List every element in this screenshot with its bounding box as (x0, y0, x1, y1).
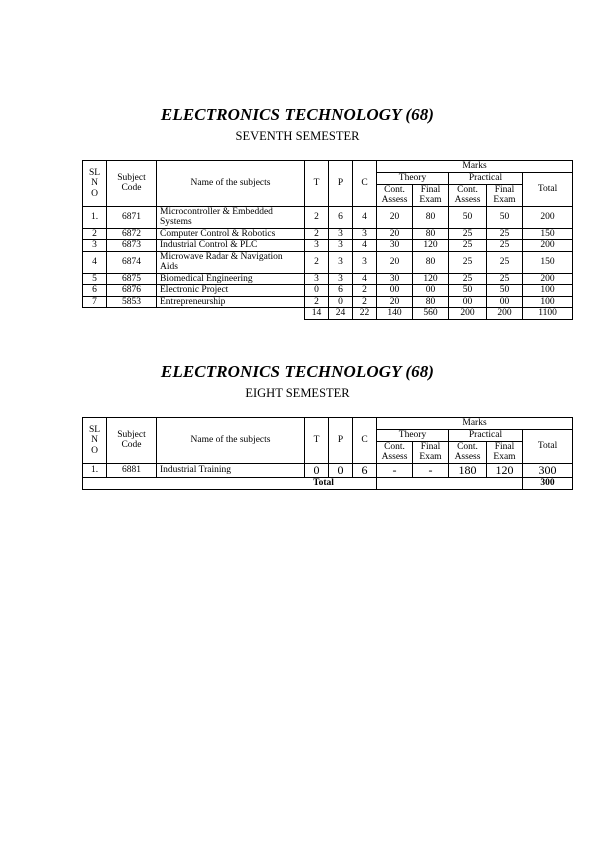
total-practical-final: 200 (487, 308, 523, 320)
row-practical-cont: 00 (449, 296, 487, 308)
total-t: 14 (305, 308, 329, 320)
header-practical-final: Final Exam (487, 184, 523, 206)
total-theory-cont: 140 (377, 308, 413, 320)
total-label: Total (83, 477, 377, 489)
header-subject-code: Subject Code (107, 161, 157, 207)
totals-blank (83, 308, 305, 320)
row-subject-name: Biomedical Engineering (157, 273, 305, 285)
header-t: T (305, 418, 329, 464)
row-practical-final: 25 (487, 251, 523, 273)
header-subject-name: Name of the subjects (157, 418, 305, 464)
row-c: 4 (353, 206, 377, 228)
row-p: 3 (329, 251, 353, 273)
row-t: 2 (305, 206, 329, 228)
row-total: 100 (523, 285, 573, 297)
row-p: 6 (329, 206, 353, 228)
row-practical-cont: 25 (449, 273, 487, 285)
row-code: 5853 (107, 296, 157, 308)
row-t: 3 (305, 240, 329, 252)
seventh-semester-table (82, 160, 573, 320)
header-total: Total (523, 430, 573, 464)
row-theory-cont: 30 (377, 273, 413, 285)
row-theory-final: 80 (413, 228, 449, 240)
row-code: 6874 (107, 251, 157, 273)
total-theory-final: 560 (413, 308, 449, 320)
row-p: 6 (329, 285, 353, 297)
row-slno: 4 (83, 251, 107, 273)
row-theory-cont: 20 (377, 228, 413, 240)
header-practical-final: Final Exam (487, 441, 523, 463)
row-theory-final: 120 (413, 273, 449, 285)
total-c: 22 (353, 308, 377, 320)
row-subject-name: Entrepreneurship (157, 296, 305, 308)
header-t: T (305, 161, 329, 207)
row-slno: 7 (83, 296, 107, 308)
row-practical-cont: 25 (449, 240, 487, 252)
header-p: P (329, 418, 353, 464)
row-theory-final: 00 (413, 285, 449, 297)
row-t: 2 (305, 228, 329, 240)
row-subject-name: Electronic Project (157, 285, 305, 297)
row-theory-cont: 20 (377, 296, 413, 308)
header-theory: Theory (377, 430, 449, 442)
row-p: 0 (329, 296, 353, 308)
row-slno: 2 (83, 228, 107, 240)
table-row (83, 463, 573, 477)
row-p: 3 (329, 228, 353, 240)
header-theory-cont: Cont. Assess (377, 441, 413, 463)
row-slno: 6 (83, 285, 107, 297)
total-grand: 300 (523, 477, 573, 489)
row-practical-cont: 50 (449, 285, 487, 297)
row-subject-name: Microcontroller & Embedded Systems (157, 206, 305, 228)
header-practical-cont: Cont. Assess (449, 441, 487, 463)
row-p: 3 (329, 273, 353, 285)
row-total: 200 (523, 206, 573, 228)
row-p: 0 (329, 463, 353, 477)
row-theory-final: 80 (413, 296, 449, 308)
row-subject-name: Computer Control & Robotics (157, 228, 305, 240)
row-theory-cont: - (377, 463, 413, 477)
header-total: Total (523, 173, 573, 207)
row-practical-cont: 50 (449, 206, 487, 228)
header-practical: Practical (449, 430, 523, 442)
header-theory-final: Final Exam (413, 184, 449, 206)
row-slno: 1. (83, 463, 107, 477)
row-total: 300 (523, 463, 573, 477)
header-theory: Theory (377, 173, 449, 185)
total-grand: 1100 (523, 308, 573, 320)
row-practical-final: 120 (487, 463, 523, 477)
table-row (83, 285, 573, 297)
table-row (83, 251, 573, 273)
header-practical: Practical (449, 173, 523, 185)
row-theory-cont: 30 (377, 240, 413, 252)
row-slno: 1. (83, 206, 107, 228)
row-c: 2 (353, 285, 377, 297)
row-practical-final: 00 (487, 296, 523, 308)
header-practical-cont: Cont. Assess (449, 184, 487, 206)
row-subject-name: Microwave Radar & Navigation Aids (157, 251, 305, 273)
total-p: 24 (329, 308, 353, 320)
table-row (83, 296, 573, 308)
row-practical-cont: 25 (449, 228, 487, 240)
totals-blank (377, 477, 523, 489)
totals-row (83, 308, 573, 320)
row-theory-final: - (413, 463, 449, 477)
row-total: 150 (523, 251, 573, 273)
row-total: 200 (523, 240, 573, 252)
row-code: 6876 (107, 285, 157, 297)
table-row (83, 206, 573, 228)
header-subject-code: Subject Code (107, 418, 157, 464)
header-marks: Marks (377, 161, 573, 173)
row-practical-cont: 25 (449, 251, 487, 273)
table-row (83, 273, 573, 285)
header-theory-cont: Cont. Assess (377, 184, 413, 206)
row-theory-final: 120 (413, 240, 449, 252)
row-t: 2 (305, 251, 329, 273)
header-theory-final: Final Exam (413, 441, 449, 463)
header-c: C (353, 161, 377, 207)
row-practical-cont: 180 (449, 463, 487, 477)
header-c: C (353, 418, 377, 464)
table-row (83, 228, 573, 240)
header-marks: Marks (377, 418, 573, 430)
row-t: 2 (305, 296, 329, 308)
row-total: 150 (523, 228, 573, 240)
row-c: 2 (353, 296, 377, 308)
eighth-semester-table (82, 417, 573, 490)
row-slno: 3 (83, 240, 107, 252)
row-total: 100 (523, 296, 573, 308)
totals-row (83, 477, 573, 489)
semester-label-seventh: SEVENTH SEMESTER (235, 129, 360, 143)
row-c: 3 (353, 251, 377, 273)
row-practical-final: 25 (487, 240, 523, 252)
table-row (83, 240, 573, 252)
row-code: 6873 (107, 240, 157, 252)
row-practical-final: 50 (487, 285, 523, 297)
row-c: 4 (353, 240, 377, 252)
row-c: 4 (353, 273, 377, 285)
row-theory-cont: 20 (377, 206, 413, 228)
row-subject-name: Industrial Training (157, 463, 305, 477)
row-practical-final: 25 (487, 228, 523, 240)
row-theory-final: 80 (413, 206, 449, 228)
semester-label-eighth: EIGHT SEMESTER (245, 386, 350, 400)
row-code: 6871 (107, 206, 157, 228)
row-theory-cont: 20 (377, 251, 413, 273)
row-t: 0 (305, 285, 329, 297)
row-code: 6875 (107, 273, 157, 285)
row-theory-final: 80 (413, 251, 449, 273)
row-subject-name: Industrial Control & PLC (157, 240, 305, 252)
row-c: 3 (353, 228, 377, 240)
section-title-eighth: ELECTRONICS TECHNOLOGY (68) (160, 362, 435, 381)
row-practical-final: 25 (487, 273, 523, 285)
header-slno: SL N O (83, 161, 107, 207)
header-p: P (329, 161, 353, 207)
row-code: 6881 (107, 463, 157, 477)
section-title-seventh: ELECTRONICS TECHNOLOGY (68) (160, 105, 435, 124)
row-c: 6 (353, 463, 377, 477)
total-practical-cont: 200 (449, 308, 487, 320)
header-slno: SL N O (83, 418, 107, 464)
row-p: 3 (329, 240, 353, 252)
header-subject-name: Name of the subjects (157, 161, 305, 207)
row-total: 200 (523, 273, 573, 285)
row-slno: 5 (83, 273, 107, 285)
row-t: 0 (305, 463, 329, 477)
row-theory-cont: 00 (377, 285, 413, 297)
row-practical-final: 50 (487, 206, 523, 228)
row-code: 6872 (107, 228, 157, 240)
row-t: 3 (305, 273, 329, 285)
